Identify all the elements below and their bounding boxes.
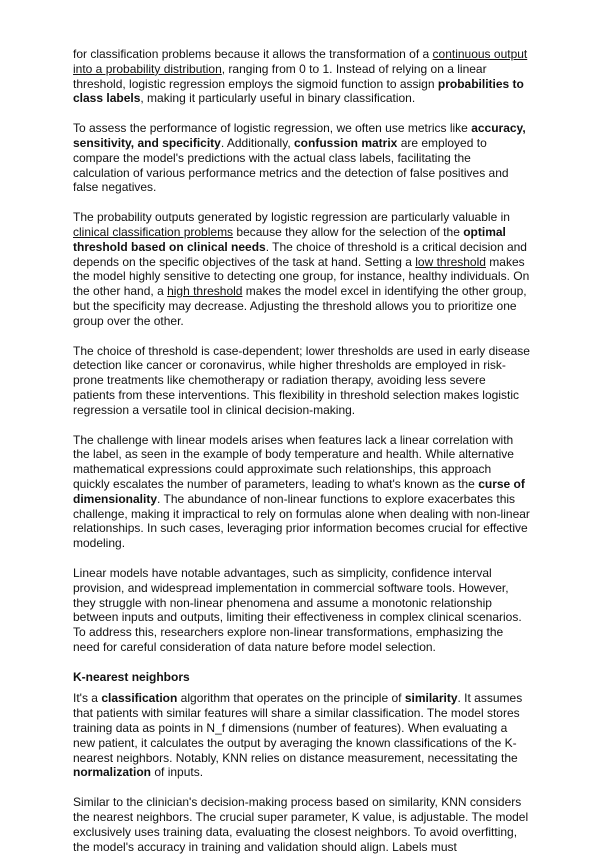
paragraph-metrics: [73, 121, 530, 195]
text-run: The probability outputs generated by logistic regression are particularly valuable in: [73, 210, 510, 225]
text-run: , making it particularly useful in binary classification.: [140, 91, 416, 106]
bold-phrase: curse of dimensionality: [73, 476, 525, 506]
text-run: makes the model excel in identifying the other group, but the specificity may decrease. Adjusting the threshold allows you to prioritize one group over the other.: [73, 284, 527, 328]
text-run: are employed to compare the model's predictions with the actual class labels, facilitating the calculation of various performance metrics and the detection of false positives and false negatives.: [73, 135, 509, 195]
bold-phrase: confussion matrix: [294, 135, 398, 150]
bold-phrase: probabilities to class labels: [73, 76, 524, 106]
text-run: algorithm that operates on the principle of: [177, 691, 405, 706]
bold-phrase: optimal threshold based on clinical needs: [73, 224, 506, 254]
underlined-phrase: continuous output into a probability distribution: [73, 47, 528, 76]
text-run: makes the model highly sensitive to detecting one group, for instance, healthy individuals. On the other hand, a: [73, 254, 530, 299]
bold-phrase: similarity: [404, 691, 458, 706]
text-run: . Additionally,: [220, 135, 294, 150]
text-run: To assess the performance of logistic regression, we often use metrics like: [73, 121, 472, 136]
text-run: The challenge with linear models arises when features lack a linear correlation with the label, as seen in the example of body temperature and health. While alternative mathematical expressions could approximate such relationships, this approach quickly escalates the number of parameters, leading to what's known as the: [73, 432, 514, 491]
text-run: because they allow for the selection of the: [233, 224, 464, 239]
text-run: . The abundance of non-linear functions to explore exacerbates this challenge, making it impractical to rely on formulas alone when dealing with non-linear relationships. In such cases, leveraging prior information becomes crucial for effective modeling.: [73, 491, 530, 551]
paragraph-linear-advantages: Linear models have notable advantages, such as simplicity, confidence interval provision, and widespread implementation in commercial software tools. However, they struggle with non-linear phenomena and assume a monotonic relationship between inputs and outputs, limiting their effectiveness in complex clinical scenarios. To address this, researchers explore non-linear transformations, emphasizing the need for careful consideration of data nature before model selection.: [73, 565, 522, 654]
text-run: , ranging from 0 to 1. Instead of relying on a linear threshold, logistic regression employs the sigmoid function to assign: [73, 61, 487, 91]
section-heading: K-nearest neighbors: [73, 669, 190, 684]
text-run: of inputs.: [151, 765, 204, 780]
underlined-phrase: high threshold: [167, 284, 243, 299]
paragraph-threshold-cases: The choice of threshold is case-dependent; lower thresholds are used in early disease detection like cancer or coronavirus, while higher thresholds are employed in risk-prone treatments like chemotherapy or radiation therapy, avoiding less severe patients from these interventions. This flexibility in threshold selection makes logistic regression a versatile tool in clinical decision-making.: [73, 343, 530, 417]
paragraph-logistic-intro: [73, 47, 530, 106]
underlined-phrase: clinical classification problems: [73, 224, 234, 239]
paragraph-knn-intro: [73, 691, 530, 780]
paragraph-threshold: [73, 210, 530, 328]
underlined-phrase: low threshold: [415, 254, 486, 269]
bold-phrase: classification: [101, 691, 178, 706]
paragraph-linear-challenge: [73, 433, 530, 551]
paragraph-knn-similarity: Similar to the clinician's decision-making process based on similarity, KNN considers the nearest neighbors. The crucial super parameter, K value, is adjustable. The model exclusively uses training data, evaluating the closest neighbors. To avoid overfitting, the model's accuracy in training and validation should align. Labels must: [73, 795, 529, 854]
text-run: . The choice of threshold is a critical decision and depends on the specific objectives of the task at hand. Setting a: [73, 239, 527, 269]
text-run: . It assumes that patients with similar features will share a similar classification. The model stores training data as points in N_f dimensions (number of features). When evaluating a new patient, it calculates the output by averaging the known classifications of the K-nearest neighbors. Notably, KNN relies on distance measurement, necessitating the: [73, 691, 523, 765]
bold-phrase: accuracy, sensitivity, and specificity: [73, 121, 526, 150]
text-run: It's a: [73, 691, 102, 706]
bold-phrase: normalization: [73, 765, 152, 780]
text-run: for classification problems because it allows the transformation of a: [73, 47, 433, 61]
